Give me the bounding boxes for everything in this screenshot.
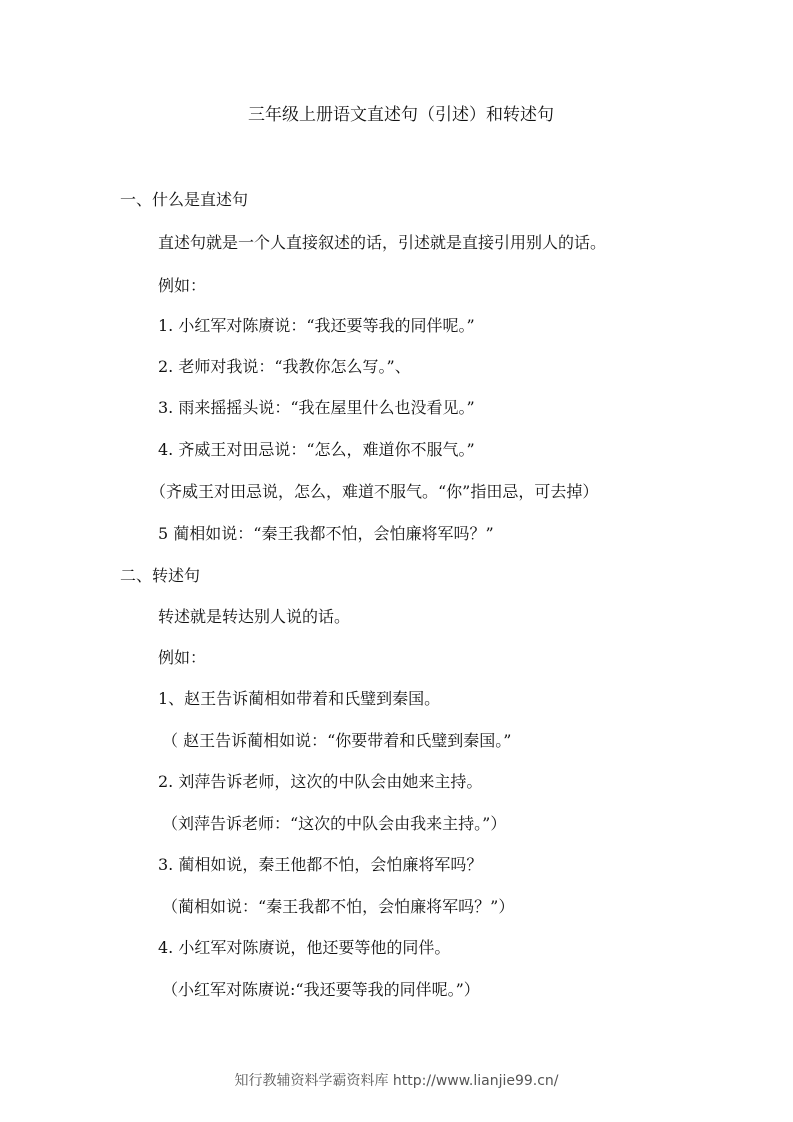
- section1-example-2: 2. 老师对我说：“我教你怎么写。”、: [158, 357, 411, 376]
- section2-example-4: 4. 小红军对陈赓说，他还要等他的同伴。: [158, 938, 451, 957]
- section1-example-3: 3. 雨来摇摇头说：“我在屋里什么也没看见。”: [158, 398, 475, 417]
- section1-heading: 一、什么是直述句: [120, 190, 249, 209]
- section2-example-4-direct: （小红军对陈赓说:“我还要等我的同伴呢。”）: [162, 980, 480, 999]
- section1-example-label: 例如：: [158, 276, 207, 295]
- section1-example-5: 5 蔺相如说：“秦王我都不怕，会怕廉将军吗？”: [158, 524, 494, 543]
- section2-definition: 转述就是转达别人说的话。: [158, 607, 351, 626]
- section2-example-2-direct: （刘萍告诉老师：“这次的中队会由我来主持。”）: [162, 814, 507, 833]
- section2-example-label: 例如：: [158, 648, 207, 667]
- section1-example-1: 1. 小红军对陈赓说：“我还要等我的同伴呢。”: [158, 316, 475, 335]
- section2-example-1-direct: （ 赵王告诉蔺相如说：“你要带着和氏璧到秦国。”: [162, 731, 512, 750]
- section1-example-4: 4. 齐威王对田忌说：“怎么，难道你不服气。”: [158, 440, 475, 459]
- section1-definition: 直述句就是一个人直接叙述的话，引述就是直接引用别人的话。: [158, 233, 607, 252]
- footer-watermark-text: 知行教辅资料学霸资料库 http://www.lianjie99.cn/: [234, 1073, 559, 1089]
- section2-example-2: 2. 刘萍告诉老师，这次的中队会由她来主持。: [158, 772, 483, 791]
- section2-heading: 二、转述句: [120, 566, 201, 585]
- section2-example-1: 1、赵王告诉蔺相如带着和氏璧到秦国。: [158, 689, 441, 708]
- section2-example-3-direct: （蔺相如说：“秦王我都不怕，会怕廉将军吗？”）: [162, 897, 515, 916]
- document-title: 三年级上册语文直述句（引述）和转述句: [248, 105, 554, 125]
- section1-example-4-note: （齐威王对田忌说，怎么，难道不服气。“你”指田忌，可去掉）: [150, 482, 599, 501]
- section2-example-3: 3. 蔺相如说，秦王他都不怕，会怕廉将军吗？: [158, 855, 483, 874]
